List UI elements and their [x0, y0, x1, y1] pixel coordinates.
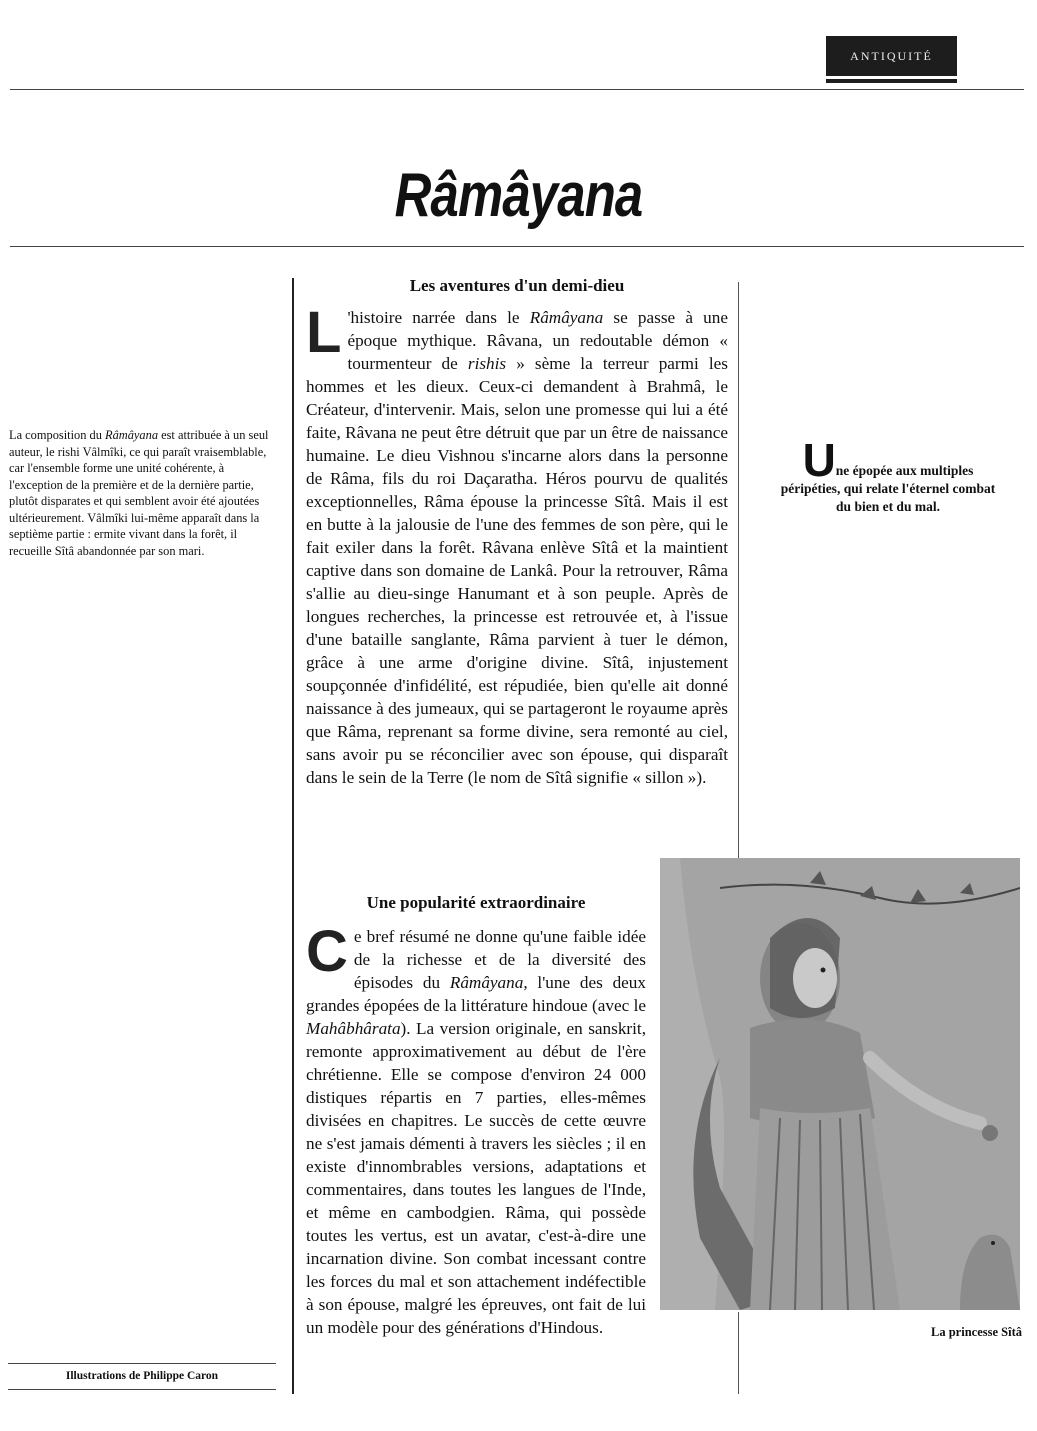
article-section-1	[306, 276, 728, 789]
body-text: se passe à une époque mythique. Râvana, un redoutable démon « tourmenteur de	[347, 308, 728, 373]
eye	[821, 968, 826, 973]
column-rule-right	[738, 282, 739, 859]
body-text: 'histoire narrée dans le	[347, 308, 530, 327]
section-tag-label: ANTIQUITÉ	[850, 48, 933, 63]
top-rule	[10, 89, 1024, 90]
sidenote-text-cont: est attribuée à un seul auteur, le rishi Vâlmîki, ce qui paraît vraisemblable, car l'ensemble forme une unité cohérente, à l'exception de la première et de la dernière partie, plutôt disparates et qui semblent avoir été ajoutées ultérieurement. Vâlmîki lui-même apparaît dans la septième partie : ermite vivant dans la forêt, il recueille Sîtâ abandonnée par son mari.	[9, 428, 269, 558]
pull-quote	[780, 434, 996, 516]
section-1-heading: Les aventures d'un demi-dieu	[409, 276, 625, 295]
body-italic: Râmâyana	[529, 308, 604, 327]
sidenote	[9, 427, 275, 559]
section-tag	[826, 36, 957, 76]
pull-quote-text: ne épopée aux multiples péripéties, qui relate l'éternel combat du bien et du mal.	[780, 463, 996, 514]
title-rule	[10, 246, 1024, 247]
credit-rule-top	[8, 1363, 276, 1364]
page-title: Râmâyana	[394, 161, 643, 230]
section-1-body	[306, 300, 728, 789]
section-2-heading: Une popularité extraordinaire	[366, 893, 586, 912]
sidenote-text: La composition du	[9, 428, 106, 442]
illustration-princess-sita	[660, 858, 1020, 1310]
body-italic: rishis	[467, 354, 507, 373]
sidenote-italic: Râmâyana	[105, 428, 159, 442]
pull-quote-cap: U	[802, 434, 836, 486]
body-text: ). La version originale, en sanskrit, remonte approximativement au début de l'ère chrétienne. Elle se compose d'environ 24 000 distiques répartis en 7 parties, elles-mêmes divisées en chapitres. Le succès de cette œuvre ne s'est jamais démenti à travers les siècles ; il en existe d'innombrables versions, adaptations et commentaires, dans toutes les langues de l'Inde, et même en cambodgien. Râma, qui possède toutes les vertus, est un avatar, c'est-à-dire une incarnation divine. Son combat incessant contre les forces du mal et son attachement indéfectible à son épouse, malgré les épreuves, ont fait de lui un modèle pour des générations d'Hindous.	[306, 1019, 646, 1337]
body-italic: Râmâyana,	[449, 973, 528, 992]
flower	[982, 1125, 998, 1141]
face	[793, 948, 837, 1008]
credit-rule-bottom	[8, 1389, 276, 1390]
dropcap-c: C	[306, 919, 348, 984]
body-italic: Mahâbhârata	[306, 1019, 401, 1038]
body-text: » sème la terreur parmi les hommes et les dieux. Ceux-ci demandent à Brahmâ, le Créateur, d'intervenir. Mais, selon une promesse qui lui a été faite, Râvana ne peut être détruit que par un être de naissance humaine. Le dieu Vishnou s'incarne alors dans la personne de Râma, fils du roi Daçaratha. Héros pourvu de qualités exceptionnelles, Râma épouse la princesse Sîtâ. Mais il est en butte à la jalousie de l'une des femmes de son père, qui le fait exiler dans la forêt. Râvana enlève Sîtâ et la maintient captive dans son domaine de Lankâ. Pour la retrouver, Râma s'allie au dieu-singe Hanumant et à son peuple. Après de longues recherches, la princesse est retrouvée et, à l'issue d'une bataille sanglante, Râma parvient à tuer le démon, grâce à une arme d'origine divine. Sîtâ, injustement soupçonnée d'infidélité, est répudiée, bien qu'elle ait donné naissance à des jumeaux, qui se partageront le royaume après que Râma, reprenant sa forme divine, sera remonté au ciel, sans avoir pu se réconcilier avec son épouse, qui disparaît dans le sein de la Terre (le nom de Sîtâ signifie « sillon »).	[306, 354, 728, 787]
section-2-body	[306, 919, 646, 1339]
column-rule-right-lower	[738, 1312, 739, 1394]
body-text: l'une des deux grandes épopées de la littérature hindoue (avec le	[306, 973, 646, 1015]
article-section-2	[306, 893, 646, 1339]
section-tag-underline	[826, 79, 957, 83]
body-text: e bref résumé ne donne qu'une faible idée de la richesse et de la diversité des épisodes du	[353, 927, 646, 992]
illustration-caption: La princesse Sîtâ	[931, 1325, 1022, 1339]
column-rule-left	[292, 278, 294, 1394]
illustration-credit: Illustrations de Philippe Caron	[65, 1370, 219, 1382]
dropcap-l: L	[306, 300, 342, 365]
